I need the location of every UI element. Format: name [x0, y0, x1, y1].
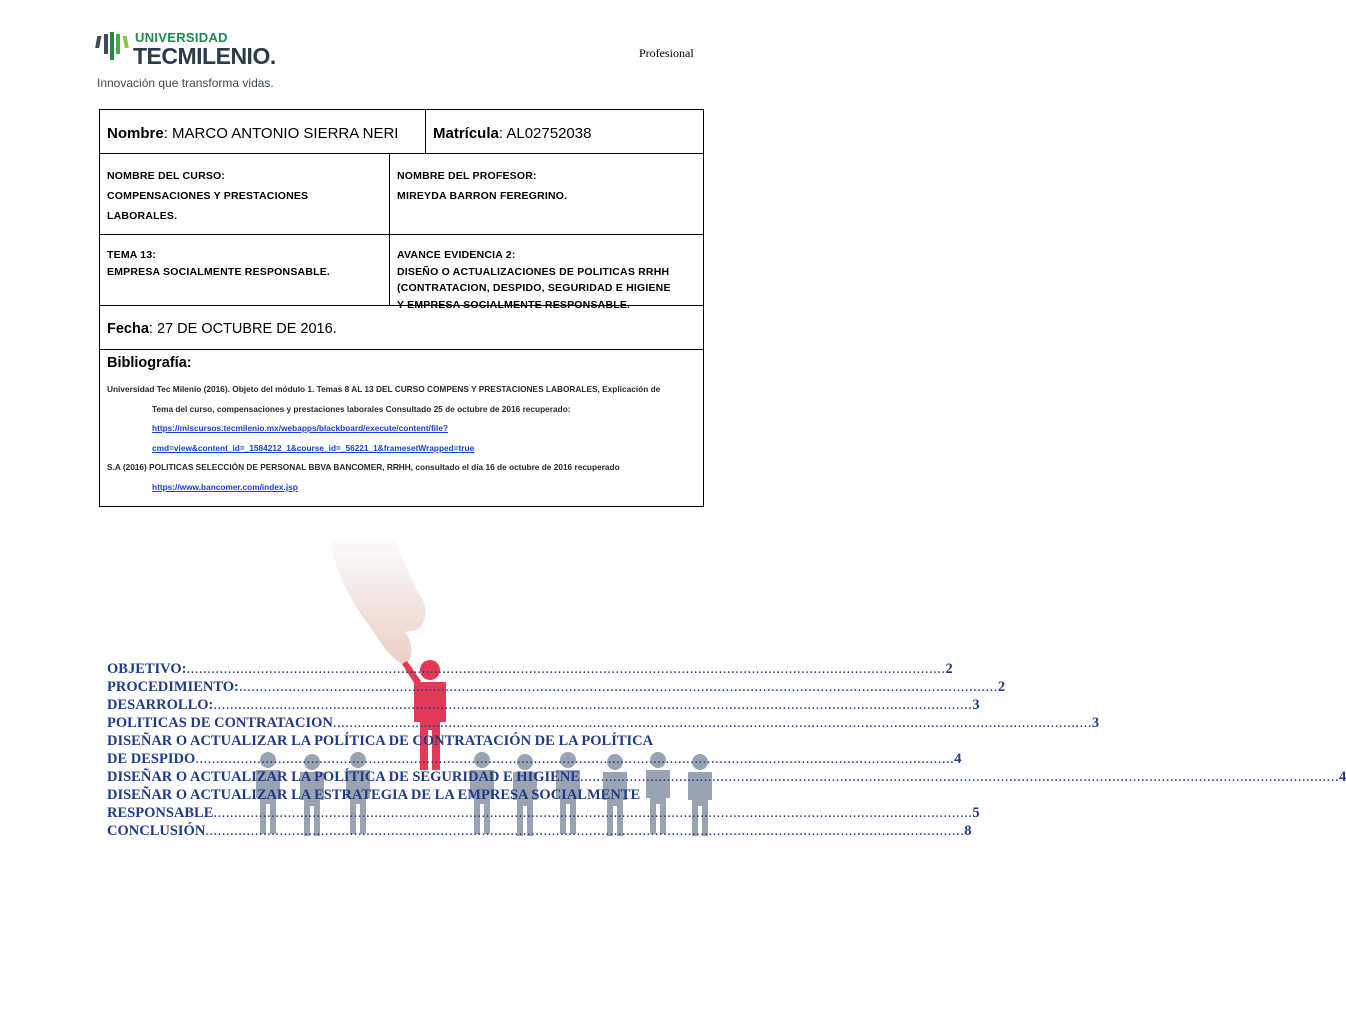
toc-entry[interactable]: CONCLUSIÓN ........................................................................................................................................................................................ 8	[107, 823, 972, 839]
course-value-line2: LABORALES.	[107, 210, 178, 222]
info-row-course	[100, 154, 703, 235]
date-value: : 27 DE OCTUBRE DE 2016.	[148, 321, 337, 337]
student-name-cell	[100, 110, 426, 153]
bibliography-entry-1-line1: Universidad Tec Milenio (2016). Objeto del módulo 1. Temas 8 AL 13 DEL CURSO COMPENS Y PRESTACIONES LABORALES, Explicación de	[107, 384, 661, 394]
student-id-label: Matrícula	[433, 125, 499, 142]
toc-leader: ........................................................................................................................................................................................	[579, 769, 1339, 785]
toc-entry[interactable]: DISEÑAR O ACTUALIZAR LA POLÍTICA DE CONTRATACIÓN DE LA POLÍTICA	[107, 733, 654, 749]
info-row-student	[100, 110, 703, 154]
info-row-topic	[100, 235, 703, 311]
student-name-label: Nombre	[107, 125, 164, 142]
university-logo	[97, 30, 297, 92]
student-id-value: : AL02752038	[498, 125, 592, 142]
bibliography-link-1b[interactable]: cmd=view&content_id=_1584212_1&course_id=_56221_1&framesetWrapped=true	[152, 442, 475, 453]
toc-entry[interactable]: DISEÑAR O ACTUALIZAR LA ESTRATEGIA DE LA EMPRESA SOCIALMENTE	[107, 787, 641, 803]
hand-shape	[330, 540, 425, 665]
toc-entry[interactable]: OBJETIVO: ........................................................................................................................................................................................ 2	[107, 661, 953, 677]
topic-label: TEMA 13:	[107, 249, 157, 261]
course-label: NOMBRE DEL CURSO:	[107, 170, 226, 182]
table-of-contents	[107, 660, 1346, 840]
professor-label: NOMBRE DEL PROFESOR:	[397, 170, 537, 182]
course-value-line1: COMPENSACIONES Y PRESTACIONES	[107, 190, 309, 202]
bibliography-link-1a[interactable]: https://miscursos.tecmilenio.mx/webapps/blackboard/execute/content/file?	[152, 423, 448, 433]
student-name-value: : MARCO ANTONIO SIERRA NERI	[163, 125, 399, 142]
bibliography-cell	[100, 350, 667, 506]
evidence-value-line3: Y EMPRESA SOCIALMENTE RESPONSABLE.	[397, 298, 631, 311]
date-cell	[100, 306, 337, 349]
toc-leader: ........................................................................................................................................................................................	[238, 679, 998, 695]
bibliography-entry-2: S.A (2016) POLITICAS SELECCIÓN DE PERSONAL BBVA BANCOMER, RRHH, consultado el día 16 de octubre de 2016 recuperado	[107, 462, 620, 472]
date-label: Fecha	[107, 321, 149, 337]
evidence-label: AVANCE EVIDENCIA 2:	[397, 249, 516, 261]
bibliography-entry-1-line2: Tema del curso, compensaciones y prestaciones laborales Consultado 25 de octubre de 2016 recuperado:	[152, 403, 571, 414]
topic-value: EMPRESA SOCIALMENTE RESPONSABLE.	[107, 265, 331, 278]
toc-entry[interactable]: RESPONSABLE ........................................................................................................................................................................................ 5	[107, 805, 980, 821]
toc-entry[interactable]: POLITICAS DE CONTRATACION ........................................................................................................................................................................................ 3	[107, 715, 1100, 731]
topic-cell	[100, 235, 390, 305]
toc-leader: ........................................................................................................................................................................................	[213, 697, 973, 713]
toc-leader: ........................................................................................................................................................................................	[213, 805, 973, 821]
professor-value: MIREYDA BARRON FEREGRINO.	[397, 190, 568, 202]
toc-leader: ........................................................................................................................................................................................	[186, 661, 946, 677]
toc-entry[interactable]: DESARROLLO: ........................................................................................................................................................................................ 3	[107, 697, 980, 713]
toc-leader: ........................................................................................................................................................................................	[205, 823, 965, 839]
logo-name-text: TECMILENIO.	[133, 43, 276, 69]
professor-cell	[390, 154, 703, 234]
toc-entry[interactable]: PROCEDIMIENTO: ........................................................................................................................................................................................ 2	[107, 679, 1006, 695]
tecmilenio-logo-icon	[97, 32, 131, 66]
toc-leader: ........................................................................................................................................................................................	[195, 751, 955, 767]
logo-tagline: Innovación que transforma vidas.	[97, 76, 274, 90]
toc-entry[interactable]: DISEÑAR O ACTUALIZAR LA POLÍTICA DE SEGURIDAD E HIGIENE ........................................................................................................................................................................................ 4	[107, 769, 1346, 785]
bibliography-link-2[interactable]: https://www.bancomer.com/index.jsp	[152, 481, 298, 492]
toc-leader: ........................................................................................................................................................................................	[332, 715, 1092, 731]
toc-entry[interactable]: DE DESPIDO ........................................................................................................................................................................................ 4	[107, 751, 962, 767]
logo-university-text: UNIVERSIDAD	[135, 30, 228, 45]
course-cell	[100, 154, 390, 234]
info-table	[99, 109, 704, 507]
info-row-bibliography	[100, 350, 703, 506]
bibliography-heading: Bibliografía:	[107, 355, 192, 371]
evidence-value-line1: DISEÑO O ACTUALIZACIONES DE POLITICAS RRHH	[397, 265, 670, 278]
student-id-cell	[426, 110, 703, 153]
evidence-cell	[390, 235, 703, 311]
header-corner-label: Profesional	[639, 46, 694, 60]
evidence-value-line2: (CONTRATACION, DESPIDO, SEGURIDAD E HIGIENE	[397, 282, 671, 294]
